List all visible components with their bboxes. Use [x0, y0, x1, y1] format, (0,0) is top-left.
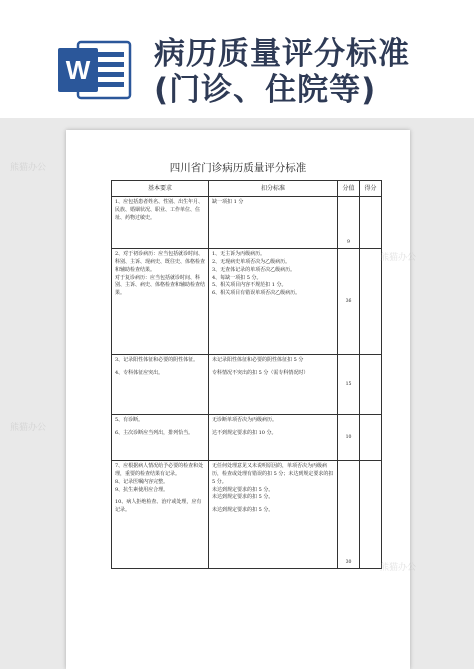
table-row: [112, 197, 382, 249]
score-cell: 30: [338, 461, 360, 569]
deduction-cell: 无任何处理意见又未说明原因的，单项否决为丙级病历，检查或处理有错误的扣 5 分；未达到规定要求的扣 5 分。 未达到规定要求的扣 5 分。 未达到规定要求的扣 5 分。 未达到规定要求的扣 5 分。: [209, 461, 338, 569]
watermark: 熊猫办公: [10, 423, 47, 433]
obtained-cell[interactable]: [360, 355, 382, 415]
obtained-cell[interactable]: [360, 461, 382, 569]
watermark: 熊猫办公: [380, 253, 417, 263]
deduction-cell: 未记录阳性体征和必要的阴性体征扣 5 分 专科情况不突出的扣 5 分（需专科情况时）: [209, 355, 338, 415]
table-row: [112, 415, 382, 461]
deduction-cell: 1、无主诉为丙级病历。 2、无现病史单项否决为乙级病历。 3、无查体记录的单项否决乙级病历。 4、每缺一项扣 5 分。 5、相关项目内容不规范扣 1 分。 6、相关项目有错误单项否决乙级病历。: [209, 249, 338, 355]
table-row: [112, 249, 382, 355]
requirement-cell: 3、记录阳性体征和必要的阴性体征。 4、专科体征应突出。: [112, 355, 209, 415]
word-document-icon: [56, 38, 134, 102]
document-title: 四川省门诊病历质量评分标准: [169, 162, 307, 174]
column-header: 得分: [360, 181, 382, 197]
page-title: 病历质量评分标准: [154, 36, 410, 72]
watermark: 熊猫办公: [10, 163, 47, 173]
table-row: [112, 461, 382, 569]
column-header: 扣分标准: [209, 181, 338, 197]
table-header-row: [112, 181, 382, 197]
column-header: 基本要求: [112, 181, 209, 197]
score-cell: 9: [338, 197, 360, 249]
document-page: [66, 130, 410, 669]
score-cell: 10: [338, 415, 360, 461]
requirement-cell: 2、对于初诊病历：应当包括就诊时间、科别、主诉、现病史、既往史、体格检查和辅助检查结果。 对于复诊病历：应当包括就诊时间、科别、主诉、病史、体格检查和辅助检查结果。: [112, 249, 209, 355]
header-banner: [0, 0, 474, 118]
obtained-cell[interactable]: [360, 197, 382, 249]
watermark: 熊猫办公: [380, 563, 417, 573]
obtained-cell[interactable]: [360, 249, 382, 355]
deduction-cell: 无诊断单项否决为丙级病历。 达不到规定要求的扣 10 分。: [209, 415, 338, 461]
page-subtitle: (门诊、住院等): [154, 72, 377, 108]
deduction-cell: 缺一项扣 1 分: [209, 197, 338, 249]
table-row: [112, 355, 382, 415]
requirement-cell: 5、有诊断。 6、主次诊断应当列出，排列恰当。: [112, 415, 209, 461]
score-cell: 36: [338, 249, 360, 355]
requirement-cell: 1、应包括患者姓名、性别、出生年月、民族、婚姻状况、职业、工作单位、住址、药物过敏史。: [112, 197, 209, 249]
svg-text:W: W: [65, 55, 91, 85]
column-header: 分值: [338, 181, 360, 197]
score-cell: 15: [338, 355, 360, 415]
scoring-table: [111, 180, 382, 569]
requirement-cell: 7、应根据病人情况给予必要的检查和处理，重要的检查结果有记录。 8、记录医嘱内容完整。 9、抗生素使用应合理。 10、病人拒绝检查、治疗或处理，应有记录。: [112, 461, 209, 569]
obtained-cell[interactable]: [360, 415, 382, 461]
